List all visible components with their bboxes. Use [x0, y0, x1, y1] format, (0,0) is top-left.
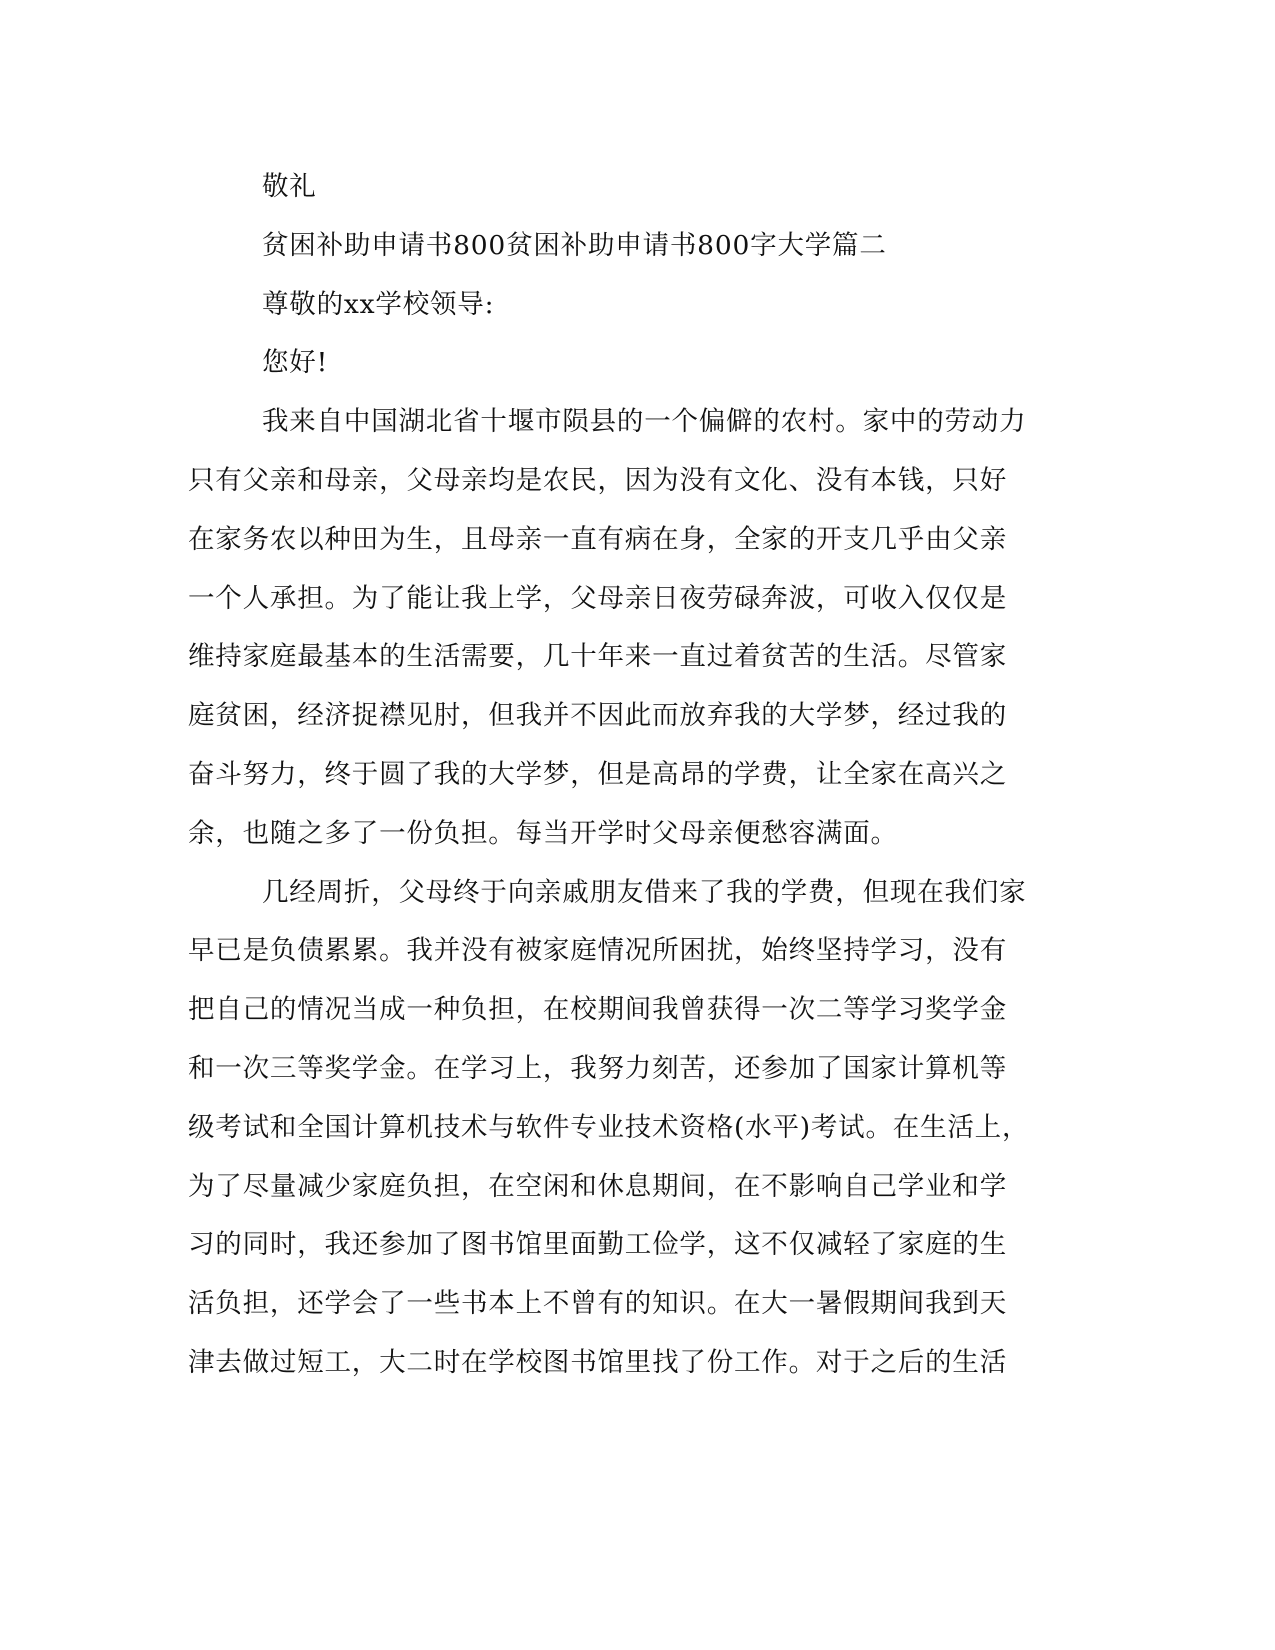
paragraph-line: 把自己的情况当成一种负担，在校期间我曾获得一次二等学习奖学金: [188, 994, 1007, 1026]
paragraph-1: [188, 393, 1068, 863]
paragraph-2: [188, 864, 1068, 1393]
paragraph-line: 习的同时，我还参加了图书馆里面勤工俭学，这不仅减轻了家庭的生: [188, 1229, 1007, 1261]
paragraph-line: 为了尽量减少家庭负担，在空闲和休息期间，在不影响自己学业和学: [188, 1170, 1007, 1202]
paragraph-line: 活负担，还学会了一些书本上不曾有的知识。在大一暑假期间我到天: [188, 1288, 1007, 1320]
paragraph-line: 早已是负债累累。我并没有被家庭情况所困扰，始终坚持学习，没有: [188, 935, 1007, 967]
paragraph-line: 余，也随之多了一份负担。每当开学时父母亲便愁容满面。: [188, 817, 898, 849]
paragraph-line: 几经周折，父母终于向亲戚朋友借来了我的学费，但现在我们家: [262, 876, 1027, 908]
closing-line: 敬礼: [262, 171, 317, 202]
document-title: 贫困补助申请书800贫困补助申请书800字大学篇二: [262, 229, 887, 261]
paragraph-line: 我来自中国湖北省十堰市陨县的一个偏僻的农村。家中的劳动力: [262, 406, 1027, 438]
paragraph-line: 在家务农以种田为生，且母亲一直有病在身，全家的开支几乎由父亲: [188, 523, 1007, 555]
salutation-line: 尊敬的xx学校领导:: [262, 288, 495, 320]
greeting-line: 您好!: [262, 347, 329, 379]
paragraph-line: 维持家庭最基本的生活需要，几十年来一直过着贫苦的生活。尽管家: [188, 641, 1007, 673]
paragraph-line: 奋斗努力，终于圆了我的大学梦，但是高昂的学费，让全家在高兴之: [188, 758, 1007, 790]
paragraph-line: 津去做过短工，大二时在学校图书馆里找了份工作。对于之后的生活: [188, 1346, 1007, 1378]
paragraph-line: 庭贫困，经济捉襟见肘，但我并不因此而放弃我的大学梦，经过我的: [188, 700, 1007, 732]
paragraph-line: 一个人承担。为了能让我上学，父母亲日夜劳碌奔波，可收入仅仅是: [188, 582, 1007, 614]
paragraph-line: 和一次三等奖学金。在学习上，我努力刻苦，还参加了国家计算机等: [188, 1052, 1007, 1084]
paragraph-line: 只有父亲和母亲，父母亲均是农民，因为没有文化、没有本钱，只好: [188, 464, 1007, 496]
paragraph-line: 级考试和全国计算机技术与软件专业技术资格(水平)考试。在生活上，: [188, 1111, 1030, 1143]
document-body: [188, 158, 1068, 1393]
